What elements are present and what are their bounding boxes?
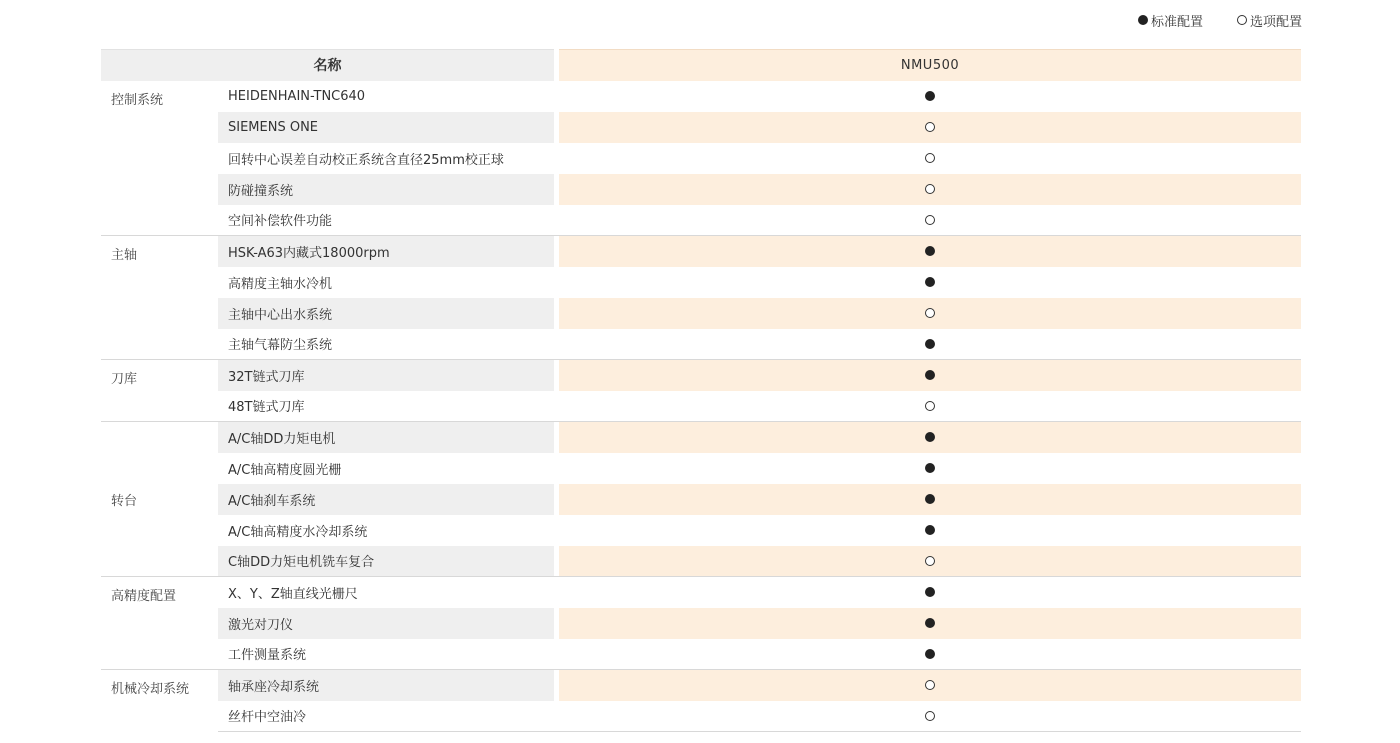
config-mark-cell xyxy=(559,205,1301,236)
hollow-circle-icon xyxy=(925,215,935,225)
table-row xyxy=(101,174,1301,205)
item-name-cell: A/C轴高精度水冷却系统 xyxy=(228,524,368,540)
config-mark-cell xyxy=(559,639,1301,670)
table-row xyxy=(101,143,1301,174)
hollow-circle-icon xyxy=(925,680,935,690)
item-name-cell: 工件测量系统 xyxy=(228,648,307,664)
legend xyxy=(1138,10,1302,30)
legend-standard-label: 标准配置 xyxy=(1150,14,1203,30)
hollow-circle-icon xyxy=(925,184,935,194)
config-mark-cell xyxy=(559,143,1301,174)
model-column-header: NMU500 xyxy=(559,50,1301,81)
config-mark-cell xyxy=(559,484,1301,515)
hollow-circle-icon xyxy=(1237,15,1247,25)
filled-circle-icon xyxy=(925,525,935,535)
config-mark-cell xyxy=(559,422,1301,453)
table-row xyxy=(101,267,1301,298)
table-row xyxy=(101,391,1301,422)
category-cell: 刀库 xyxy=(101,360,218,422)
item-name-cell: A/C轴刹车系统 xyxy=(218,484,554,515)
filled-circle-icon xyxy=(1138,15,1148,25)
table-row xyxy=(101,515,1301,546)
hollow-circle-icon xyxy=(925,153,935,163)
filled-circle-icon xyxy=(925,649,935,659)
config-mark-cell xyxy=(559,391,1301,422)
category-cell: 高精度配置 xyxy=(101,577,218,670)
item-name-cell: 主轴气幕防尘系统 xyxy=(228,338,333,354)
item-name-cell: 回转中心误差自动校正系统含直径25mm校正球 xyxy=(228,152,504,168)
table-row xyxy=(101,112,1301,143)
item-name-cell: HEIDENHAIN-TNC640 xyxy=(228,88,366,104)
hollow-circle-icon xyxy=(925,308,935,318)
config-mark-cell xyxy=(559,670,1301,701)
item-name-cell: 32T链式刀库 xyxy=(218,360,554,391)
item-name-cell: 48T链式刀库 xyxy=(228,400,305,416)
item-name-cell: A/C轴DD力矩电机 xyxy=(218,422,554,453)
name-column-header: 名称 xyxy=(101,50,554,81)
table-row xyxy=(101,577,1301,608)
item-name-cell: X、Y、Z轴直线光栅尺 xyxy=(218,577,554,608)
config-mark-cell xyxy=(559,81,1301,112)
table-row xyxy=(101,329,1301,360)
item-name-cell: 防碰撞系统 xyxy=(218,174,554,205)
item-name-cell: 轴承座冷却系统 xyxy=(218,670,554,701)
filled-circle-icon xyxy=(925,91,935,101)
spec-table xyxy=(101,49,1301,732)
hollow-circle-icon xyxy=(925,401,935,411)
category-cell: 机械冷却系统 xyxy=(101,670,218,732)
item-name-cell: 主轴中心出水系统 xyxy=(218,298,554,329)
filled-circle-icon xyxy=(925,587,935,597)
item-name-cell: 丝杆中空油冷 xyxy=(218,701,554,732)
config-mark-cell xyxy=(559,515,1301,546)
item-name-cell: 空间补偿软件功能 xyxy=(228,214,333,230)
config-mark-cell xyxy=(559,236,1301,267)
spec-table-body xyxy=(101,81,1301,732)
table-row xyxy=(101,670,1301,701)
table-row xyxy=(101,422,1301,453)
hollow-circle-icon xyxy=(925,711,935,721)
table-row xyxy=(101,205,1301,236)
category-cell: 控制系统 xyxy=(101,81,218,236)
table-row xyxy=(101,236,1301,267)
filled-circle-icon xyxy=(925,339,935,349)
config-mark-cell xyxy=(559,267,1301,298)
table-row xyxy=(101,701,1301,732)
table-row xyxy=(101,484,1301,515)
table-row xyxy=(101,81,1301,112)
filled-circle-icon xyxy=(925,463,935,473)
item-name-cell: HSK-A63内藏式18000rpm xyxy=(218,236,554,267)
table-row xyxy=(101,360,1301,391)
config-mark-cell xyxy=(559,453,1301,484)
legend-optional-label: 选项配置 xyxy=(1249,14,1302,30)
table-row xyxy=(101,639,1301,670)
config-mark-cell xyxy=(559,608,1301,639)
config-mark-cell xyxy=(559,329,1301,360)
table-row xyxy=(101,608,1301,639)
hollow-circle-icon xyxy=(925,122,935,132)
item-name-cell: SIEMENS ONE xyxy=(218,112,554,143)
table-row xyxy=(101,453,1301,484)
filled-circle-icon xyxy=(925,494,935,504)
item-name-cell: 高精度主轴水冷机 xyxy=(228,276,333,292)
config-mark-cell xyxy=(559,360,1301,391)
category-cell: 主轴 xyxy=(101,236,218,360)
table-row xyxy=(101,546,1301,577)
legend-standard xyxy=(1138,11,1203,30)
config-mark-cell xyxy=(559,701,1301,732)
table-row xyxy=(101,298,1301,329)
filled-circle-icon xyxy=(925,432,935,442)
config-mark-cell xyxy=(559,174,1301,205)
config-mark-cell xyxy=(559,298,1301,329)
config-mark-cell xyxy=(559,577,1301,608)
filled-circle-icon xyxy=(925,277,935,287)
filled-circle-icon xyxy=(925,618,935,628)
item-name-cell: C轴DD力矩电机铣车复合 xyxy=(218,546,554,577)
filled-circle-icon xyxy=(925,246,935,256)
table-header-row xyxy=(101,50,1301,81)
config-mark-cell xyxy=(559,112,1301,143)
filled-circle-icon xyxy=(925,370,935,380)
category-cell: 转台 xyxy=(101,422,218,577)
hollow-circle-icon xyxy=(925,556,935,566)
config-mark-cell xyxy=(559,546,1301,577)
item-name-cell: 激光对刀仪 xyxy=(218,608,554,639)
item-name-cell: A/C轴高精度圆光栅 xyxy=(228,462,342,478)
legend-optional xyxy=(1237,11,1302,30)
